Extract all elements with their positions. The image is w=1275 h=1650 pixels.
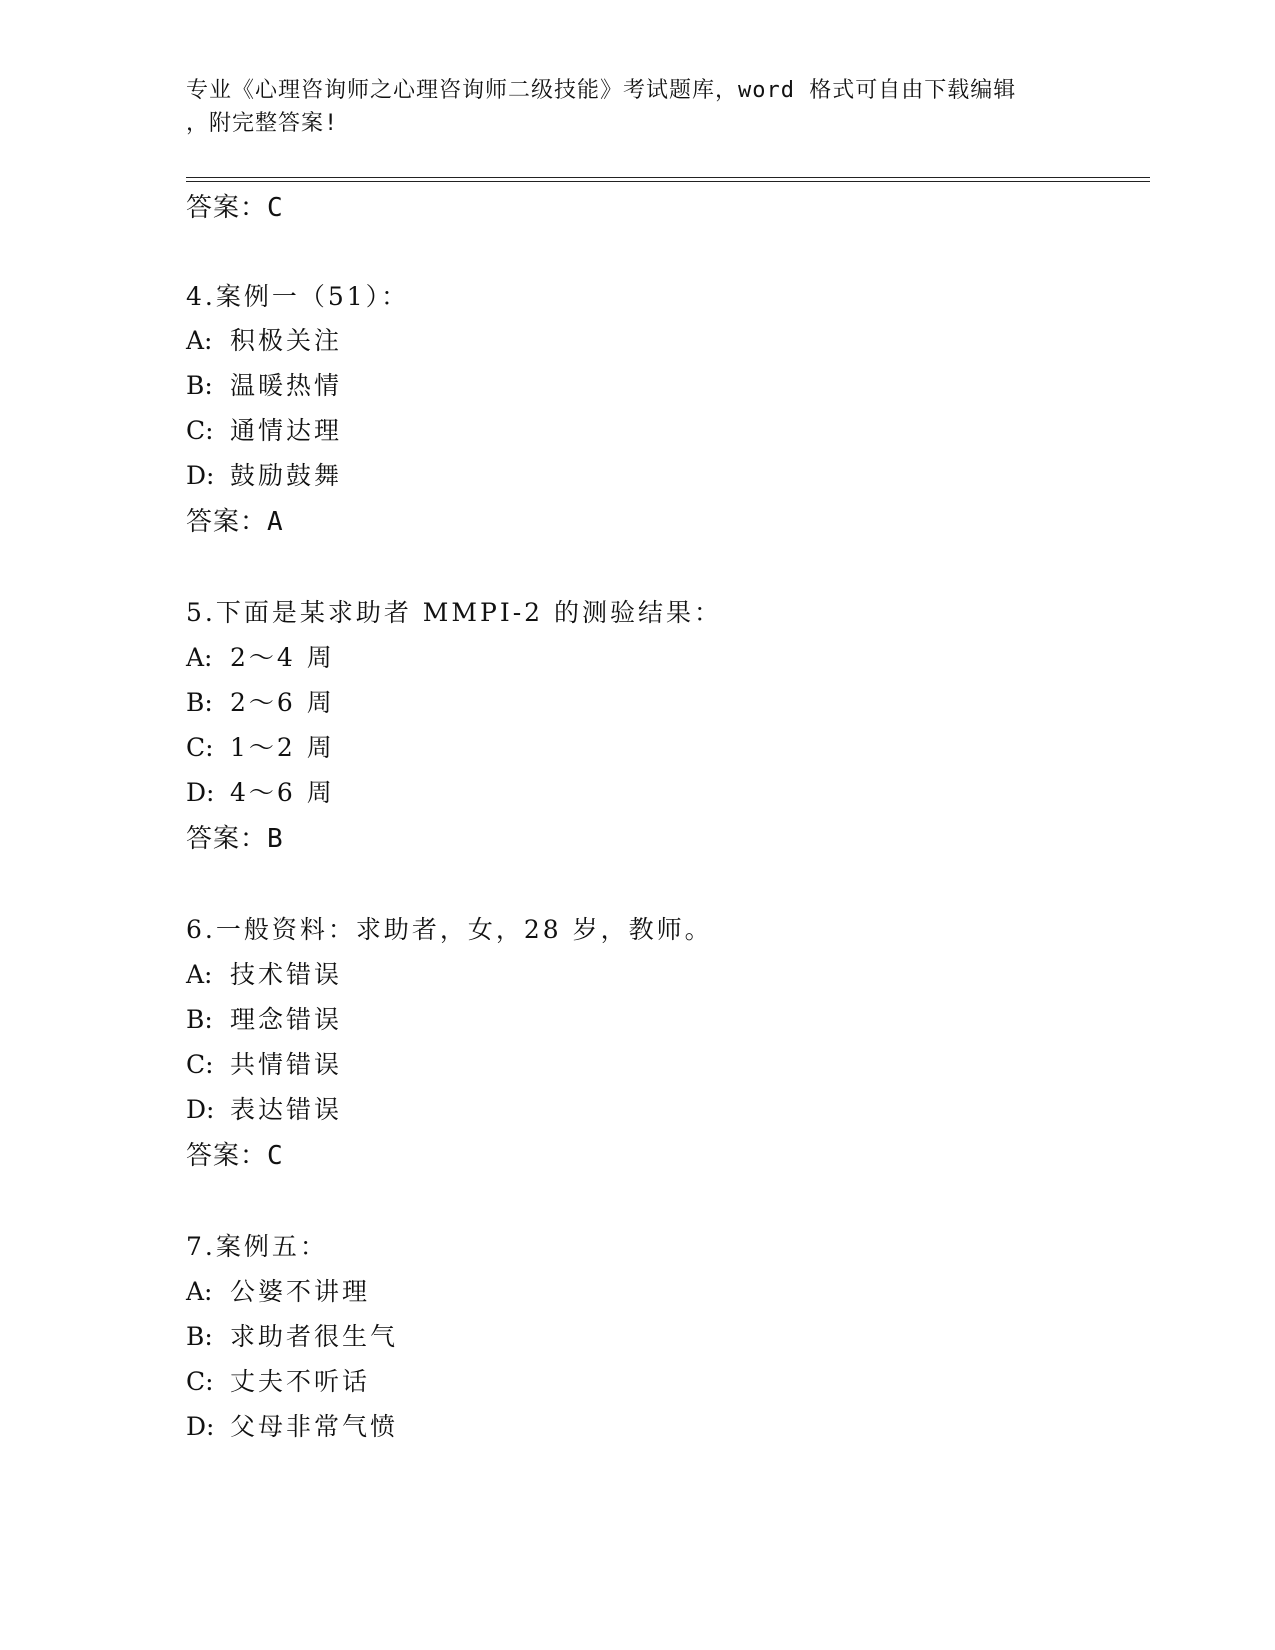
document-header — [186, 74, 1076, 140]
option-text: 1～2 周 — [230, 733, 335, 762]
option-text: 丈夫不听话 — [230, 1367, 371, 1396]
option-row — [186, 415, 342, 447]
option-row — [186, 1321, 398, 1353]
option-row — [186, 777, 335, 809]
answer-line: 答案：B — [186, 824, 284, 854]
option-letter: C: — [186, 733, 214, 762]
answer-line: 答案：A — [186, 507, 284, 537]
option-row — [186, 370, 342, 402]
option-text: 求助者很生气 — [230, 1322, 399, 1351]
option-row — [186, 1004, 342, 1036]
question-stem: 6.一般资料：求助者，女，28 岁，教师。 — [186, 915, 713, 944]
option-letter: D: — [186, 1095, 215, 1124]
option-text: 技术错误 — [230, 960, 343, 989]
option-text: 公婆不讲理 — [230, 1277, 371, 1306]
option-letter: D: — [186, 778, 215, 807]
option-row — [186, 1411, 398, 1443]
header-line-2: ，附完整答案! — [186, 111, 339, 136]
option-row — [186, 1094, 342, 1126]
option-text: 2～4 周 — [230, 643, 335, 672]
option-text: 通情达理 — [230, 416, 343, 445]
option-text: 共情错误 — [230, 1050, 343, 1079]
option-letter: A: — [186, 1277, 213, 1306]
option-text: 理念错误 — [230, 1005, 343, 1034]
option-letter: A: — [186, 326, 213, 355]
header-divider-top — [186, 177, 1150, 178]
option-row — [186, 1366, 370, 1398]
option-text: 积极关注 — [230, 326, 343, 355]
option-letter: B: — [186, 1005, 213, 1034]
answer-line: 答案：C — [186, 193, 284, 223]
option-letter: C: — [186, 1367, 214, 1396]
option-row — [186, 1049, 342, 1081]
header-divider-bottom — [186, 181, 1150, 182]
option-letter: D: — [186, 461, 215, 490]
option-text: 温暖热情 — [230, 371, 343, 400]
question-stem: 7.案例五： — [186, 1232, 328, 1261]
question-stem: 5.下面是某求助者 MMPI-2 的测验结果： — [186, 598, 722, 627]
option-letter: C: — [186, 416, 214, 445]
option-row — [186, 1276, 370, 1308]
option-letter: B: — [186, 371, 213, 400]
option-text: 父母非常气愤 — [230, 1412, 399, 1441]
option-row — [186, 732, 335, 764]
option-letter: A: — [186, 643, 213, 672]
option-letter: B: — [186, 688, 213, 717]
header-line-1: 专业《心理咨询师之心理咨询师二级技能》考试题库，word 格式可自由下载编辑 — [186, 78, 1017, 103]
option-letter: C: — [186, 1050, 214, 1079]
option-text: 表达错误 — [230, 1095, 343, 1124]
option-letter: A: — [186, 960, 213, 989]
option-row — [186, 687, 335, 719]
option-letter: B: — [186, 1322, 213, 1351]
option-row — [186, 959, 342, 991]
option-row — [186, 325, 342, 357]
option-letter: D: — [186, 1412, 215, 1441]
option-row — [186, 642, 335, 674]
question-stem: 4.案例一（51）： — [186, 282, 410, 311]
option-row — [186, 460, 342, 492]
answer-line: 答案：C — [186, 1141, 284, 1171]
option-text: 4～6 周 — [230, 778, 335, 807]
option-text: 2～6 周 — [230, 688, 335, 717]
option-text: 鼓励鼓舞 — [230, 461, 343, 490]
